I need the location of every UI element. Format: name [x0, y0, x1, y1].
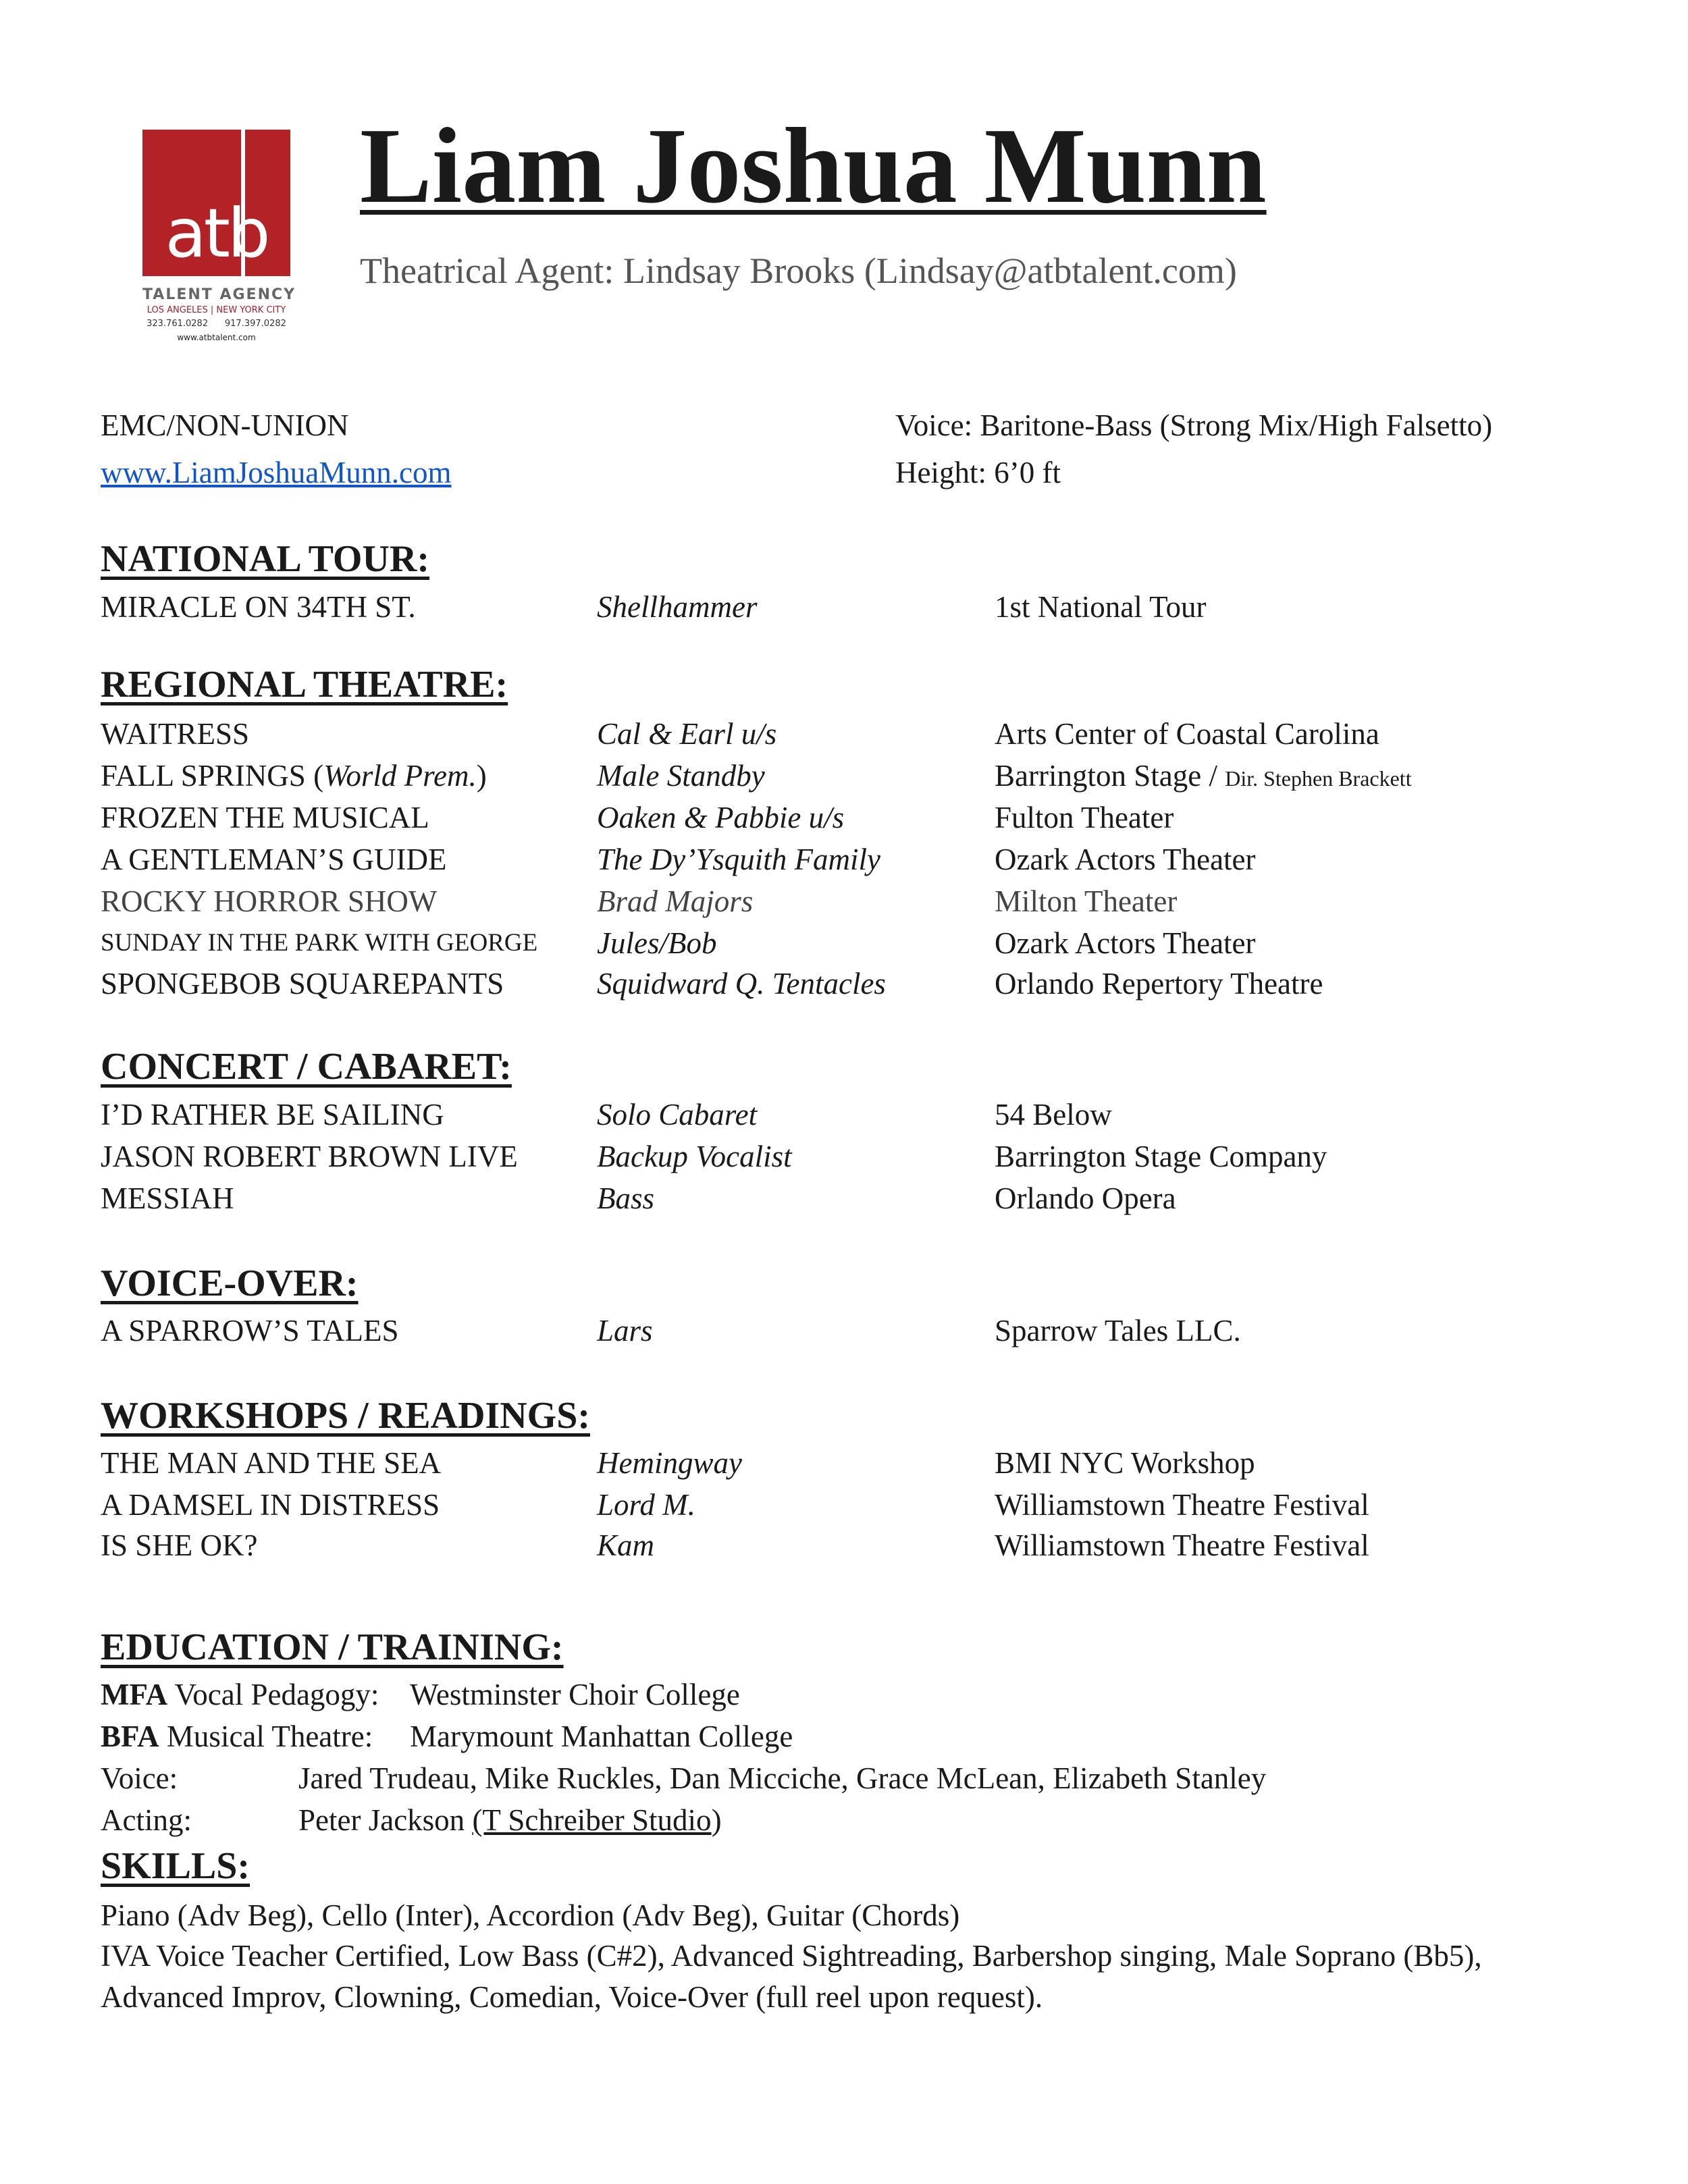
acting-label: Acting: — [101, 1803, 192, 1837]
credit-show: FROZEN THE MUSICAL — [101, 801, 429, 834]
section-heading: WORKSHOPS / READINGS: — [101, 1395, 590, 1437]
credit-venue: Orlando Repertory Theatre — [995, 967, 1323, 1001]
credit-role: Hemingway — [597, 1446, 742, 1480]
credit-role: Kam — [597, 1528, 655, 1562]
voice-type: Voice: Baritone-Bass (Strong Mix/High Falsetto) — [895, 408, 1493, 442]
credit-role: Shellhammer — [597, 590, 758, 624]
credit-venue: Fulton Theater — [995, 801, 1174, 834]
credit-role: Lord M. — [597, 1488, 695, 1522]
skills-line: IVA Voice Teacher Certified, Low Bass (C#2), Advanced Sightreading, Barbershop singing, Male Soprano (Bb5), — [101, 1939, 1482, 1973]
skills-line: Piano (Adv Beg), Cello (Inter), Accordion (Adv Beg), Guitar (Chords) — [101, 1898, 960, 1932]
actor-name: Liam Joshua Munn — [360, 105, 1267, 225]
credit-venue: Ozark Actors Theater — [995, 843, 1256, 876]
skills-heading: SKILLS: — [101, 1845, 250, 1887]
voice-label: Voice: — [101, 1761, 178, 1795]
credit-show: WAITRESS — [101, 717, 250, 751]
credit-show: A DAMSEL IN DISTRESS — [101, 1488, 440, 1522]
credit-show: A SPARROW’S TALES — [101, 1314, 399, 1348]
credit-venue: Barrington Stage Company — [995, 1140, 1327, 1173]
acting-teacher: Peter Jackson — [298, 1803, 473, 1837]
credit-show: FALL SPRINGS (World Prem.) — [101, 759, 487, 793]
credit-role: Backup Vocalist — [597, 1140, 792, 1173]
bfa-school: Marymount Manhattan College — [410, 1720, 793, 1753]
credit-role: The Dy’Ysquith Family — [597, 843, 880, 876]
mfa-field: Vocal Pedagogy: — [167, 1678, 379, 1711]
credit-venue: Arts Center of Coastal Carolina — [995, 717, 1379, 751]
credit-role: Squidward Q. Tentacles — [597, 967, 886, 1001]
acting-close-paren: ) — [711, 1803, 722, 1837]
agent-contact: Theatrical Agent: Lindsay Brooks (Lindsay@atbtalent.com) — [360, 250, 1237, 291]
credit-show: MIRACLE ON 34TH ST. — [101, 590, 416, 624]
credit-show: IS SHE OK? — [101, 1528, 258, 1562]
credit-role: Oaken & Pabbie u/s — [597, 801, 845, 834]
logo-phone-ny: 917.397.0282 — [224, 319, 286, 329]
credit-role: Brad Majors — [597, 884, 754, 918]
bfa-degree: BFA — [101, 1720, 159, 1753]
credit-venue: Milton Theater — [995, 884, 1178, 918]
website-link[interactable]: www.LiamJoshuaMunn.com — [101, 456, 452, 489]
height: Height: 6’0 ft — [895, 456, 1061, 489]
union-status: EMC/NON-UNION — [101, 408, 349, 442]
logo-url: www.atbtalent.com — [177, 333, 256, 342]
credit-venue: Ozark Actors Theater — [995, 926, 1256, 960]
credit-show: MESSIAH — [101, 1181, 234, 1215]
section-heading: CONCERT / CABARET: — [101, 1046, 512, 1088]
credit-venue: BMI NYC Workshop — [995, 1446, 1255, 1480]
credit-show: SPONGEBOB SQUAREPANTS — [101, 967, 504, 1001]
logo-agency: TALENT AGENCY — [142, 286, 296, 303]
credit-role: Bass — [597, 1181, 655, 1215]
acting-studio: (T Schreiber Studio — [472, 1803, 712, 1837]
skills-line: Advanced Improv, Clowning, Comedian, Voice-Over (full reel upon request). — [101, 1980, 1043, 2014]
logo-mark — [142, 130, 290, 276]
bfa-field: Musical Theatre: — [159, 1720, 373, 1753]
section-heading: REGIONAL THEATRE: — [101, 664, 508, 705]
credit-role: Cal & Earl u/s — [597, 717, 777, 751]
credit-role: Solo Cabaret — [597, 1098, 758, 1131]
credit-show: THE MAN AND THE SEA — [101, 1446, 442, 1480]
section-heading: VOICE-OVER: — [101, 1262, 359, 1304]
logo-phone-la: 323.761.0282 — [147, 319, 209, 329]
mfa-school: Westminster Choir College — [410, 1678, 740, 1711]
credit-role: Male Standby — [597, 759, 765, 793]
logo-cities: LOS ANGELES | NEW YORK CITY — [147, 305, 286, 315]
logo-mark-text: atb — [165, 194, 268, 273]
credit-venue: Williamstown Theatre Festival — [995, 1528, 1369, 1562]
credit-venue: Sparrow Tales LLC. — [995, 1314, 1241, 1348]
credit-venue: Barrington Stage / Dir. Stephen Brackett — [995, 759, 1412, 793]
credit-show: JASON ROBERT BROWN LIVE — [101, 1140, 518, 1173]
section-heading: NATIONAL TOUR: — [101, 538, 429, 580]
credit-show: ROCKY HORROR SHOW — [101, 884, 438, 918]
credit-venue: Williamstown Theatre Festival — [995, 1488, 1369, 1522]
voice-teachers: Jared Trudeau, Mike Ruckles, Dan Micciche, Grace McLean, Elizabeth Stanley — [298, 1761, 1267, 1795]
credit-show: I’D RATHER BE SAILING — [101, 1098, 444, 1131]
credit-show: A GENTLEMAN’S GUIDE — [101, 843, 447, 876]
credit-role: Jules/Bob — [597, 926, 717, 960]
credit-show: SUNDAY IN THE PARK WITH GEORGE — [101, 929, 538, 957]
credit-venue: 1st National Tour — [995, 590, 1207, 624]
credit-venue: 54 Below — [995, 1098, 1112, 1131]
mfa-degree: MFA — [101, 1678, 168, 1711]
credit-venue: Orlando Opera — [995, 1181, 1176, 1215]
education-heading: EDUCATION / TRAINING: — [101, 1626, 564, 1668]
credit-role: Lars — [597, 1314, 653, 1348]
